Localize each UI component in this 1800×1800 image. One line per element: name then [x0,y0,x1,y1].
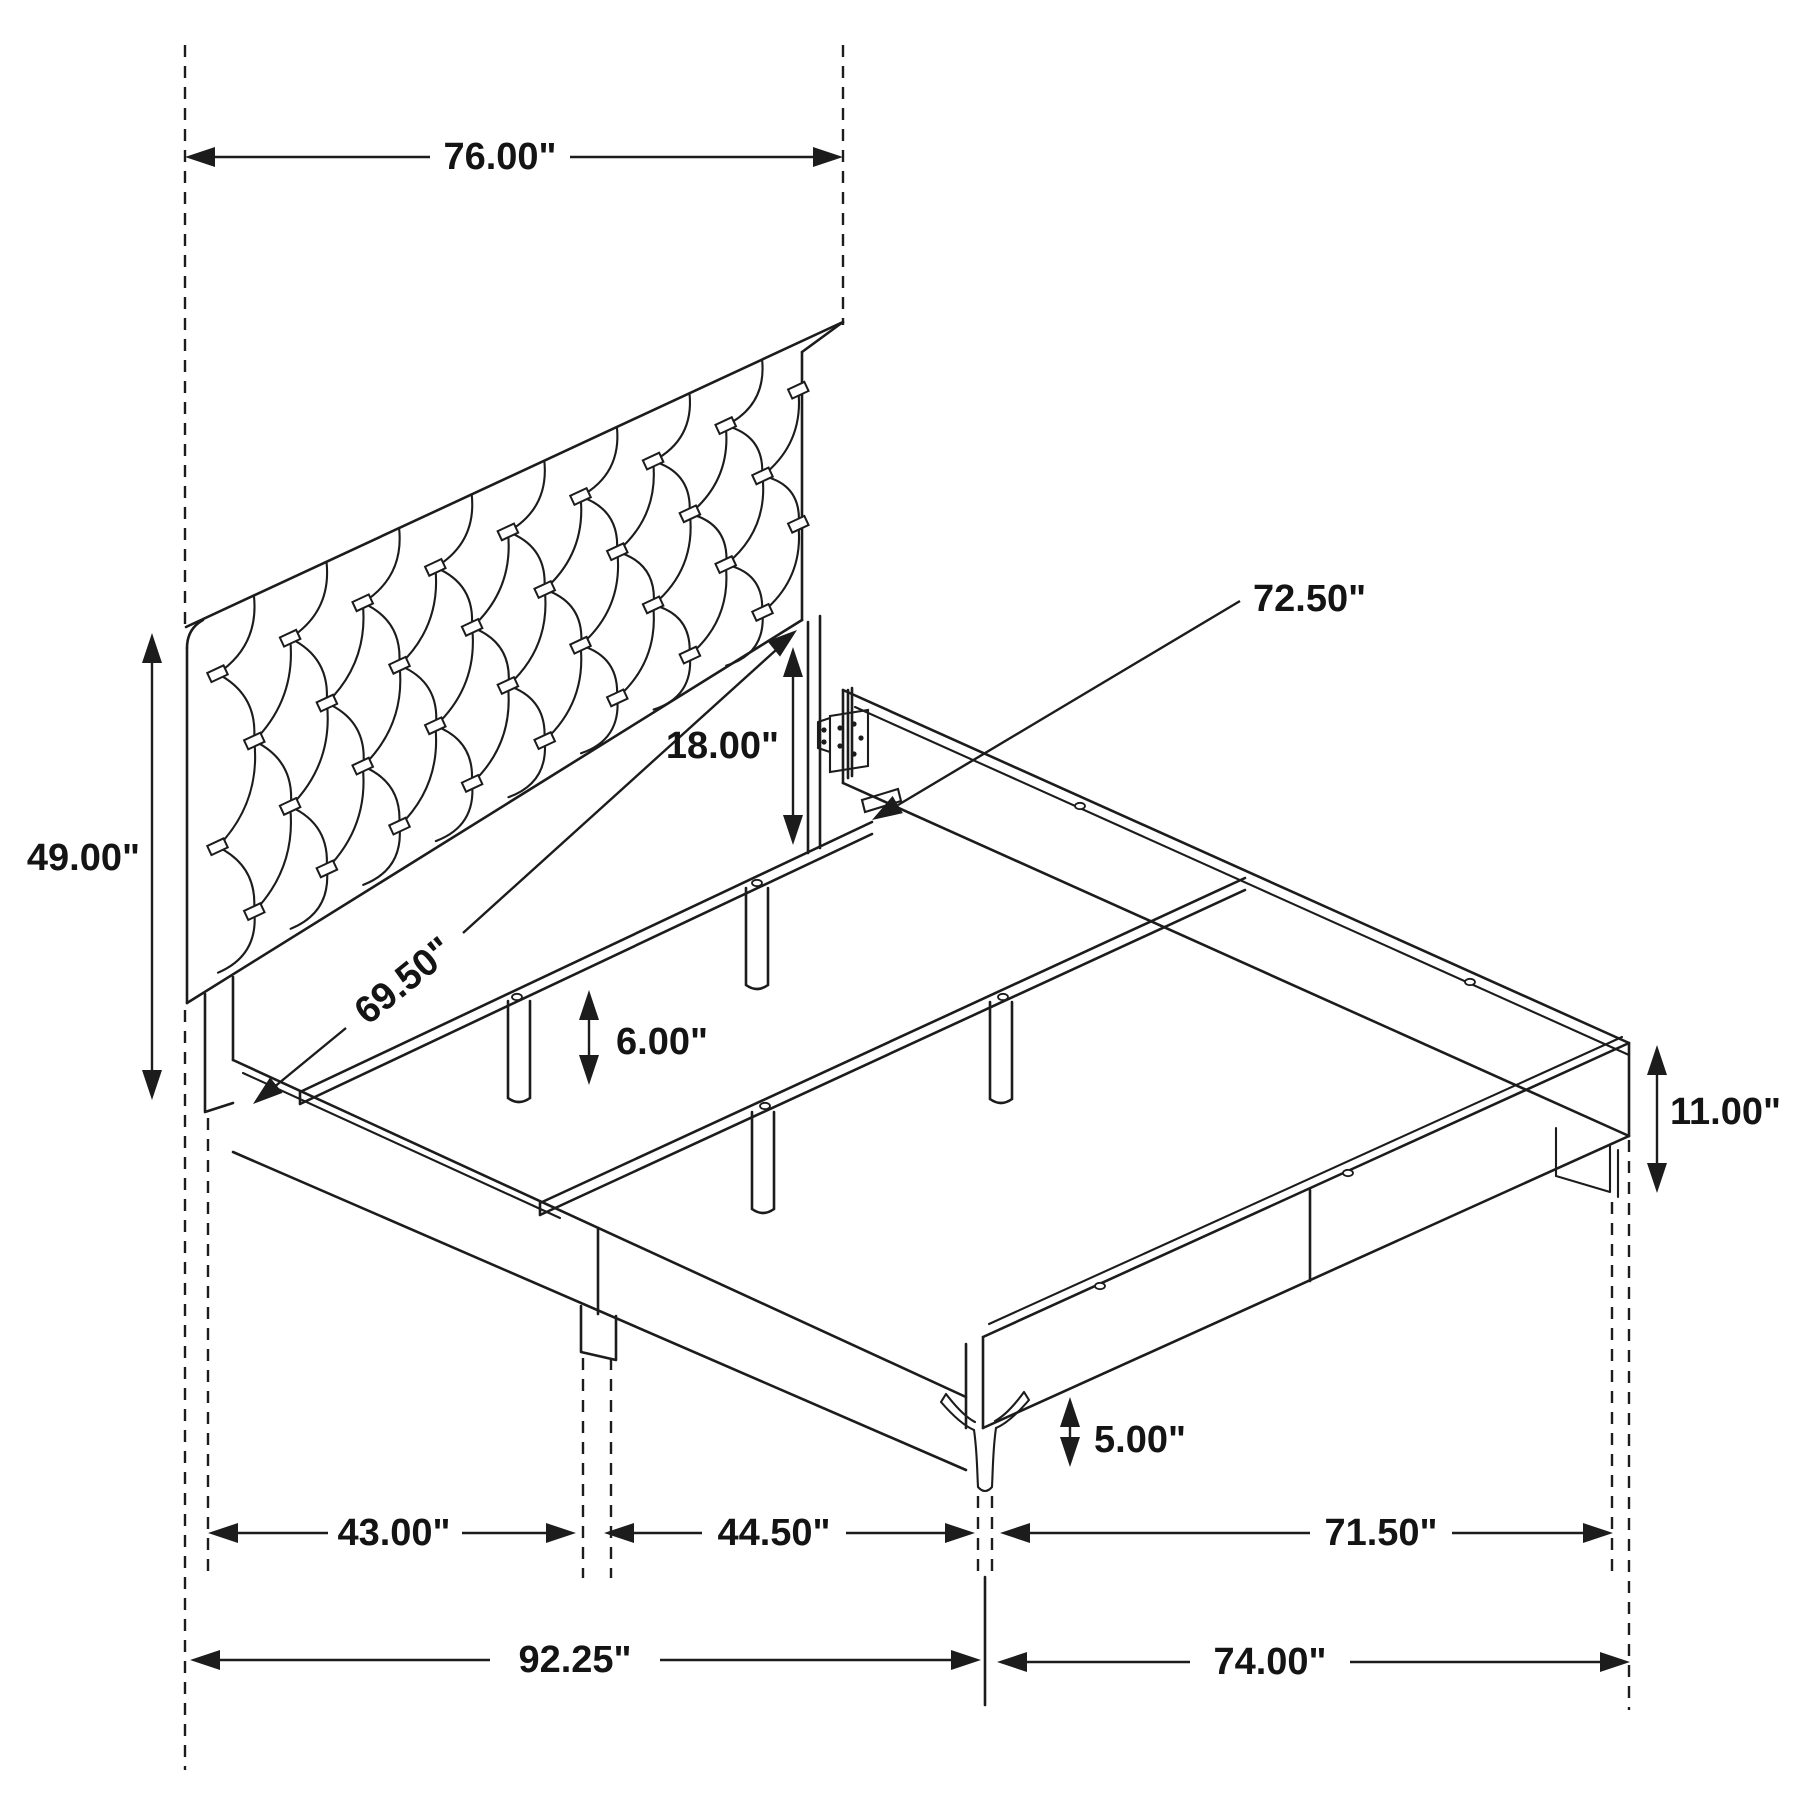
tufting-pattern [207,360,808,973]
far-rail-bottom-edge [843,783,1629,1136]
arrowhead [546,1523,576,1543]
tuft-seam [254,741,291,806]
screw-hole [1075,803,1085,809]
rear-corner-foot [1556,1128,1618,1197]
tuft-seam [762,524,799,612]
tuft-button [317,861,338,878]
arrowhead [1600,1652,1630,1672]
slat-1-leg-a [508,1001,530,1102]
tuft-seam [726,426,763,477]
dim-headboard-to-leg [208,1512,576,1554]
tuft-seam [326,603,363,704]
slat-2-leg-a [752,1112,774,1213]
tuft-seam [508,461,545,532]
tuft-button [462,775,483,792]
tuft-seam [363,603,400,666]
arrowhead [1000,1523,1030,1543]
screw-hole [512,994,522,1000]
tuft-button [607,690,628,707]
arrowhead [1583,1523,1613,1543]
arrowhead [1647,1163,1667,1193]
tuft-seam [617,605,654,698]
tuft-seam [689,426,726,514]
arrowhead [185,147,215,167]
arrowhead [997,1652,1027,1672]
tuft-button [317,695,338,712]
arrowhead [783,815,803,845]
arrowhead [1060,1397,1080,1427]
tuft-button [534,732,555,749]
tuft-seam [435,494,472,567]
tuft-seam [218,741,255,847]
tuft-button [570,488,591,505]
tuft-button [280,630,301,647]
tuft-seam [254,638,291,741]
tuft-seam [508,532,545,590]
tuft-seam [326,766,363,869]
arrowhead [190,1650,220,1670]
tuft-button [607,543,628,560]
tuft-button [462,619,483,636]
dim-headboard-clearance-label: 18.00" [665,725,779,767]
tuft-seam [763,476,799,524]
far-rail-top-edge [843,690,1629,1043]
front-corner-foot [941,1392,1029,1491]
dim-headboard-clearance [666,647,803,845]
tuft-button [715,417,736,434]
tuft-button [788,382,809,399]
tuft-button [680,505,701,522]
dimensions [27,136,1781,1683]
tuft-seam [399,567,436,665]
tuft-seam [363,528,400,603]
far-rail-top-inner [855,707,1629,1055]
tuft-seam [653,461,690,514]
tuft-seam [399,726,436,827]
tuft-seam [581,645,618,698]
dim-foot-height [1060,1397,1186,1467]
screw-hole [752,880,762,886]
dim-slat-leg-label: 6.00" [616,1021,708,1063]
dim-leg-to-foot [604,1512,975,1554]
screw-hole [760,1103,770,1109]
dim-overall-width [185,136,843,178]
tuft-button [352,594,373,611]
tuft-seam [508,686,545,741]
dim-overall-length-label: 92.25" [518,1639,632,1681]
near-rail-cleat [243,1073,560,1218]
arrowhead [579,1055,599,1085]
tuft-seam [436,627,473,725]
arrowhead [1060,1437,1080,1467]
tuft-seam [545,590,582,645]
tuft-seam [290,806,327,869]
tuft-seam [653,605,690,656]
tuft-button [389,657,410,674]
tuft-button [680,647,701,664]
tuft-button [498,524,519,541]
tuft-seam [363,766,400,826]
tuft-seam [726,565,763,613]
dim-overall-length [190,1639,981,1681]
tuft-seam [654,514,691,605]
screw-hole [1095,1283,1105,1289]
tuft-button [389,818,410,835]
tuft-button [715,556,736,573]
tuft-seam [291,703,328,806]
tuft-seam [472,627,509,685]
dim-headboard-panel-label: 69.50" [346,929,462,1033]
arrowhead [951,1650,981,1670]
tuft-button [788,516,809,533]
dim-footboard-width [997,1641,1630,1683]
dim-center-slat-label: 72.50" [1253,578,1367,620]
dim-rail-height [1647,1045,1781,1193]
tuft-seam [726,360,763,426]
dim-foot-to-corner [1000,1512,1613,1554]
arrowhead [783,647,803,677]
tuft-seam [762,390,799,476]
tuft-button [280,798,301,815]
tuft-seam [689,565,726,656]
tuft-seam [544,645,581,741]
tuft-button [498,677,519,694]
tuft-seam [653,393,690,461]
near-side-rail [233,1060,966,1470]
screw-hole [1465,979,1475,985]
screw-hole [1343,1170,1353,1176]
near-rail-top-edge [233,1060,966,1397]
footboard-top-edge [983,1043,1629,1337]
tuft-seam [363,665,400,766]
footboard-left-edge [966,1337,983,1428]
tuft-seam [327,703,364,766]
tuft-seam [690,514,727,565]
tuft-seam [544,497,581,590]
tuft-button [244,903,265,920]
tuft-button [534,581,555,598]
tuft-seam [581,552,618,645]
tuft-seam [254,806,291,912]
tuft-seam [218,674,255,742]
slat-2-leg-b [990,1002,1012,1103]
tuft-button [425,717,446,734]
tuft-seam [581,497,618,552]
tuft-seam [218,596,255,674]
tuft-seam [472,686,509,784]
headboard-left-leg [205,977,233,1112]
tuft-button [207,665,228,682]
slat-1-leg-b [746,888,768,989]
screw-hole [998,994,1008,1000]
near-rail-bottom-edge [233,1152,966,1470]
tuft-button [207,838,228,855]
tuft-seam [435,726,472,784]
tuft-seam [435,567,472,627]
tuft-seam [290,562,327,638]
tuft-button [643,453,664,470]
tuft-seam [726,476,763,564]
headboard-bottom-edge [187,620,802,1003]
tuft-seam [617,461,654,552]
tuft-seam [581,427,618,497]
dim-rail-height-label: 11.00" [1670,1091,1782,1133]
arrowhead [142,1070,162,1100]
dim-headboard-height-label: 49.00" [26,837,140,879]
arrowhead [579,990,599,1020]
arrowhead [142,633,162,663]
arrowhead [1647,1045,1667,1075]
arrowhead [208,1523,238,1543]
tuft-button [244,733,265,750]
tuft-seam [472,532,509,628]
tuft-button [752,604,773,621]
dim-center-slat [867,578,1366,829]
dim-overall-width-label: 76.00" [443,136,557,178]
tuft-button [752,468,773,485]
dim-foot-to-corner-label: 71.50" [1324,1512,1438,1554]
arrowhead [604,1523,634,1543]
tuft-button [643,597,664,614]
tuft-seam [218,847,255,912]
tuft-seam [290,638,327,703]
tuft-button [570,637,591,654]
dim-headboard-height [27,633,162,1100]
dim-slat-leg [579,990,708,1085]
footboard-box [966,1037,1629,1428]
tuft-seam [400,665,437,725]
arrowhead [813,147,843,167]
far-side-rail [818,690,1629,1136]
dim-headboard-to-leg-label: 43.00" [337,1512,451,1554]
headboard-top-edge [186,322,843,627]
tuft-seam [508,590,545,686]
dim-footboard-width-label: 74.00" [1213,1641,1327,1683]
arrowhead [945,1523,975,1543]
tuft-button [352,758,373,775]
tuft-seam [617,552,654,605]
tuft-button [425,559,446,576]
dim-foot-height-label: 5.00" [1094,1419,1186,1461]
dim-leg-to-foot-label: 44.50" [717,1512,831,1554]
